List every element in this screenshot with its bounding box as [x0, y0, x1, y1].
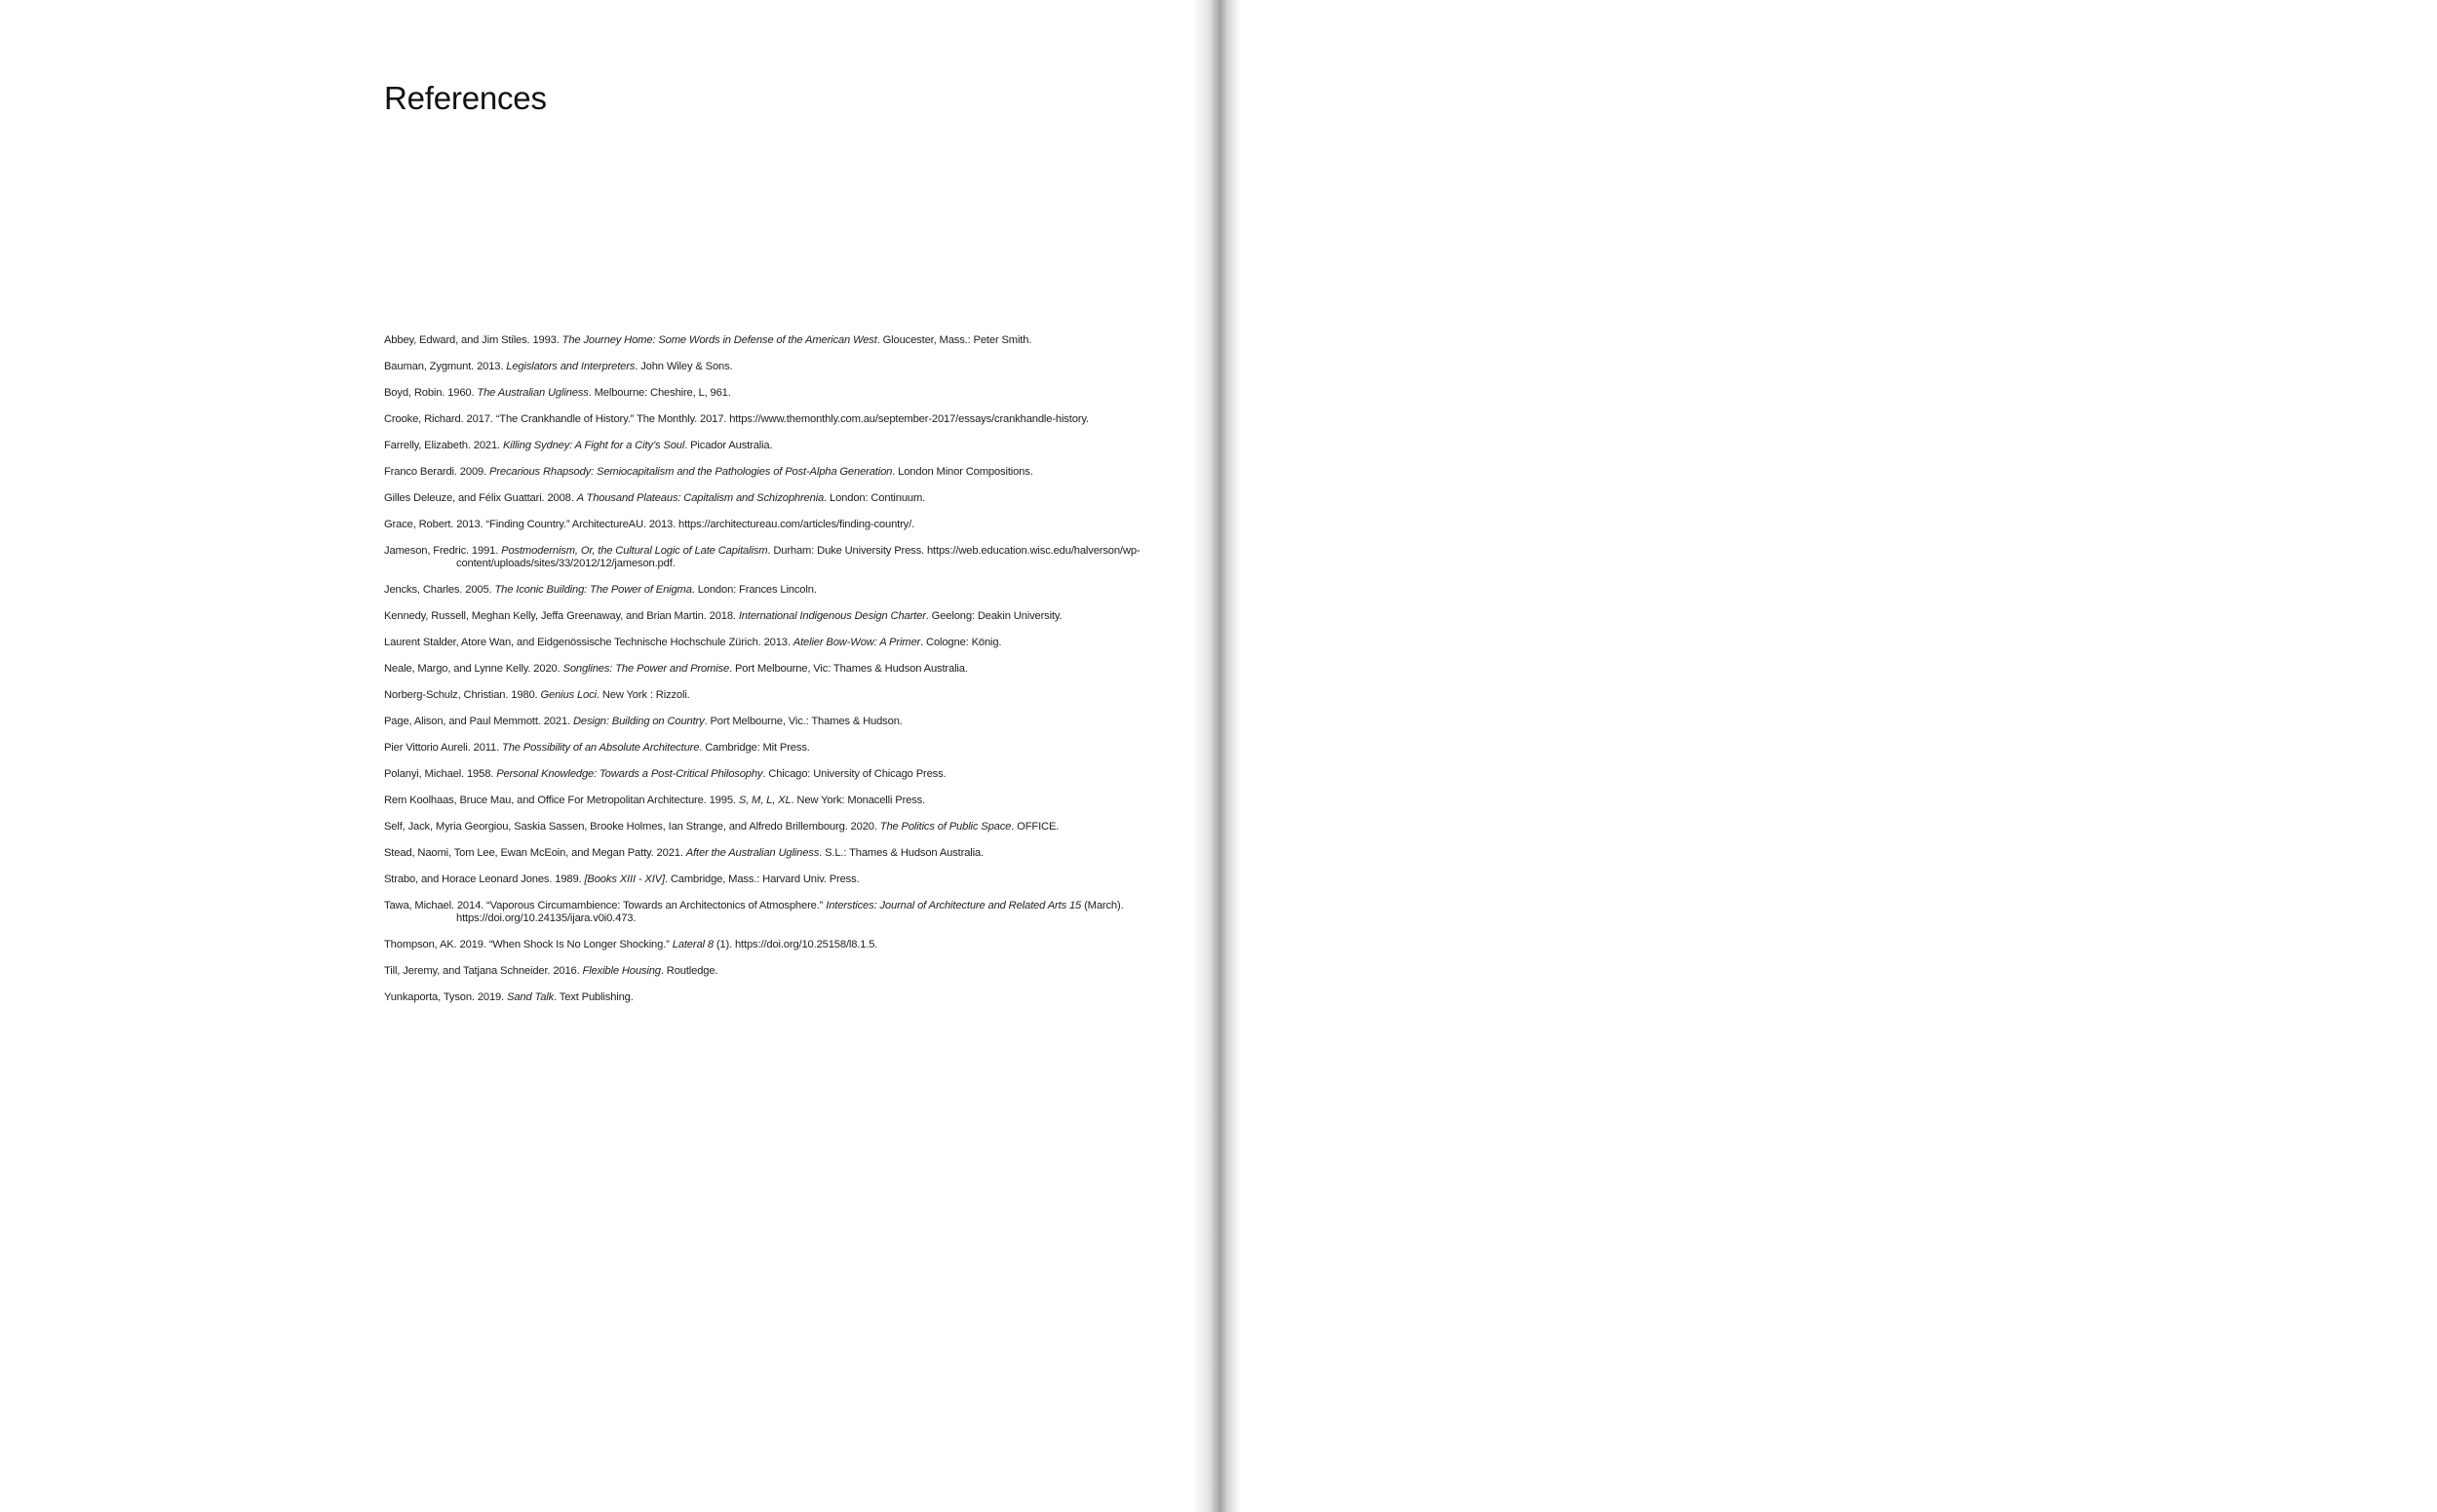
reference-title: Flexible Housing	[582, 965, 661, 977]
reference-entry	[384, 584, 1164, 597]
reference-title: Songlines: The Power and Promise	[562, 663, 730, 675]
reference-title: A Thousand Plateaus: Capitalism and Schizophrenia	[576, 492, 825, 504]
reference-text: Yunkaporta, Tyson. 2019.	[384, 991, 508, 1003]
reference-entry	[384, 610, 1164, 623]
reference-entry	[384, 663, 1164, 676]
reference-title: Design: Building on Country	[572, 716, 705, 727]
reference-publisher: . S.L.: Thames & Hudson Australia.	[819, 847, 984, 859]
reference-entry	[384, 742, 1164, 755]
reference-text: Gilles Deleuze, and Félix Guattari. 2008.	[384, 492, 577, 504]
right-page-blank	[1240, 0, 2437, 1512]
reference-title: The Possibility of an Absolute Architecture	[502, 742, 700, 754]
reference-title: S, M, L, XL	[738, 795, 792, 806]
reference-text: Bauman, Zygmunt. 2013.	[384, 361, 507, 372]
reference-title: The Iconic Building: The Power of Enigma	[494, 584, 692, 596]
reference-entry	[384, 965, 1164, 978]
reference-text: Laurent Stalder, Atore Wan, and Eidgenössische Technische Hochschule Zürich. 2013.	[384, 637, 793, 648]
reference-entry	[384, 873, 1164, 886]
reference-entry	[384, 768, 1164, 781]
reference-entry	[384, 821, 1164, 834]
reference-text: Thompson, AK. 2019. “When Shock Is No Longer Shocking.”	[384, 939, 673, 950]
reference-publisher: . London: Frances Lincoln.	[691, 584, 817, 596]
reference-text: Farrelly, Elizabeth. 2021.	[384, 440, 503, 451]
reference-text: Boyd, Robin. 1960.	[384, 387, 478, 399]
reference-entry	[384, 440, 1164, 452]
reference-text: Page, Alison, and Paul Memmott. 2021.	[384, 716, 573, 727]
reference-publisher: . Cambridge, Mass.: Harvard Univ. Press.	[664, 873, 860, 885]
reference-title: Atelier Bow-Wow: A Primer	[793, 637, 921, 648]
reference-publisher: . London: Continuum.	[824, 492, 926, 504]
reference-entry	[384, 939, 1164, 951]
reference-entry	[384, 637, 1164, 649]
reference-entry	[384, 519, 1164, 531]
reference-publisher: . Gloucester, Mass.: Peter Smith.	[876, 334, 1032, 346]
reference-text: Crooke, Richard. 2017. “The Crankhandle of History.” The Monthly. 2017. https://www.themonthly.com.au/september-2017/essays/crankhandle-history.	[384, 413, 1089, 425]
reference-text: Polanyi, Michael. 1958.	[384, 768, 497, 780]
reference-entry	[384, 689, 1164, 702]
reference-title: After the Australian Ugliness	[685, 847, 820, 859]
reference-publisher: . Geelong: Deakin University.	[925, 610, 1063, 622]
reference-publisher: . Chicago: University of Chicago Press.	[762, 768, 947, 780]
reference-title: Sand Talk	[507, 991, 555, 1003]
page-heading: References	[384, 80, 547, 116]
reference-text: Tawa, Michael. 2014. “Vaporous Circumambience: Towards an Architectonics of Atmosphere.”	[384, 900, 827, 911]
reference-text: Rem Koolhaas, Bruce Mau, and Office For Metropolitan Architecture. 1995.	[384, 795, 739, 806]
reference-title: Interstices: Journal of Architecture and Related Arts 15	[826, 900, 1082, 911]
reference-publisher: . Picador Australia.	[684, 440, 773, 451]
reference-title: The Journey Home: Some Words in Defense of the American West	[561, 334, 877, 346]
reference-entry	[384, 545, 1164, 570]
reference-list	[384, 334, 1164, 1018]
reference-text: Strabo, and Horace Leonard Jones. 1989.	[384, 873, 585, 885]
reference-publisher: . John Wiley & Sons.	[635, 361, 733, 372]
reference-publisher: . OFFICE.	[1011, 821, 1060, 833]
reference-entry	[384, 716, 1164, 728]
reference-title: Killing Sydney: A Fight for a City’s Soul	[502, 440, 685, 451]
reference-text: Pier Vittorio Aureli. 2011.	[384, 742, 503, 754]
reference-title: International Indigenous Design Charter	[738, 610, 926, 622]
reference-text: Self, Jack, Myria Georgiou, Saskia Sassen, Brooke Holmes, Ian Strange, and Alfredo Brillembourg. 2020.	[384, 821, 880, 833]
reference-publisher: . Cologne: König.	[920, 637, 1002, 648]
reference-title: Postmodernism, Or, the Cultural Logic of Late Capitalism	[501, 545, 768, 557]
reference-entry	[384, 334, 1164, 347]
reference-text: Neale, Margo, and Lynne Kelly. 2020.	[384, 663, 563, 675]
left-page	[0, 0, 1211, 1512]
reference-title: [Books XIII - XIV]	[584, 873, 665, 885]
reference-text: Franco Berardi. 2009.	[384, 466, 490, 478]
reference-entry	[384, 492, 1164, 505]
reference-text: Grace, Robert. 2013. “Finding Country.” ArchitectureAU. 2013. https://architectureau.com/articles/finding-country/.	[384, 519, 915, 530]
reference-entry	[384, 991, 1164, 1004]
reference-text: Jameson, Fredric. 1991.	[384, 545, 502, 557]
reference-text: Till, Jeremy, and Tatjana Schneider. 2016.	[384, 965, 583, 977]
reference-publisher: (March). https://doi.org/10.24135/ijara.v0i0.473.	[456, 900, 1124, 924]
reference-publisher: . New York : Rizzoli.	[596, 689, 690, 701]
reference-title: Precarious Rhapsody: Semiocapitalism and the Pathologies of Post-Alpha Generation	[489, 466, 893, 478]
reference-publisher: . Port Melbourne, Vic.: Thames & Hudson.	[704, 716, 903, 727]
reference-text: Stead, Naomi, Tom Lee, Ewan McEoin, and Megan Patty. 2021.	[384, 847, 686, 859]
reference-title: The Australian Ugliness	[477, 387, 589, 399]
reference-entry	[384, 413, 1164, 426]
reference-entry	[384, 361, 1164, 373]
reference-text: Jencks, Charles. 2005.	[384, 584, 495, 596]
reference-title: Genius Loci	[540, 689, 597, 701]
reference-publisher: . Text Publishing.	[554, 991, 634, 1003]
reference-title: Legislators and Interpreters	[506, 361, 636, 372]
reference-entry	[384, 847, 1164, 860]
reference-publisher: . Port Melbourne, Vic: Thames & Hudson Australia.	[729, 663, 968, 675]
reference-publisher: (1). https://doi.org/10.25158/l8.1.5.	[713, 939, 878, 950]
reference-title: Personal Knowledge: Towards a Post-Critical Philosophy	[496, 768, 763, 780]
reference-title: Lateral 8	[672, 939, 714, 950]
reference-entry	[384, 900, 1164, 925]
reference-entry	[384, 466, 1164, 479]
reference-publisher: . London Minor Compositions.	[892, 466, 1033, 478]
reference-title: The Politics of Public Space	[879, 821, 1012, 833]
reference-text: Kennedy, Russell, Meghan Kelly, Jeffa Greenaway, and Brian Martin. 2018.	[384, 610, 739, 622]
reference-entry	[384, 387, 1164, 400]
reference-text: Norberg-Schulz, Christian. 1980.	[384, 689, 541, 701]
reference-text: Abbey, Edward, and Jim Stiles. 1993.	[384, 334, 562, 346]
reference-publisher: . New York: Monacelli Press.	[791, 795, 926, 806]
reference-entry	[384, 795, 1164, 807]
reference-publisher: . Routledge.	[660, 965, 718, 977]
reference-publisher: . Durham: Duke University Press. https://web.education.wisc.edu/halverson/wp-content/uploads/sites/33/2012/12/jameson.pdf.	[456, 545, 1141, 569]
reference-publisher: . Melbourne: Cheshire, L, 961.	[588, 387, 731, 399]
reference-publisher: . Cambridge: Mit Press.	[699, 742, 810, 754]
